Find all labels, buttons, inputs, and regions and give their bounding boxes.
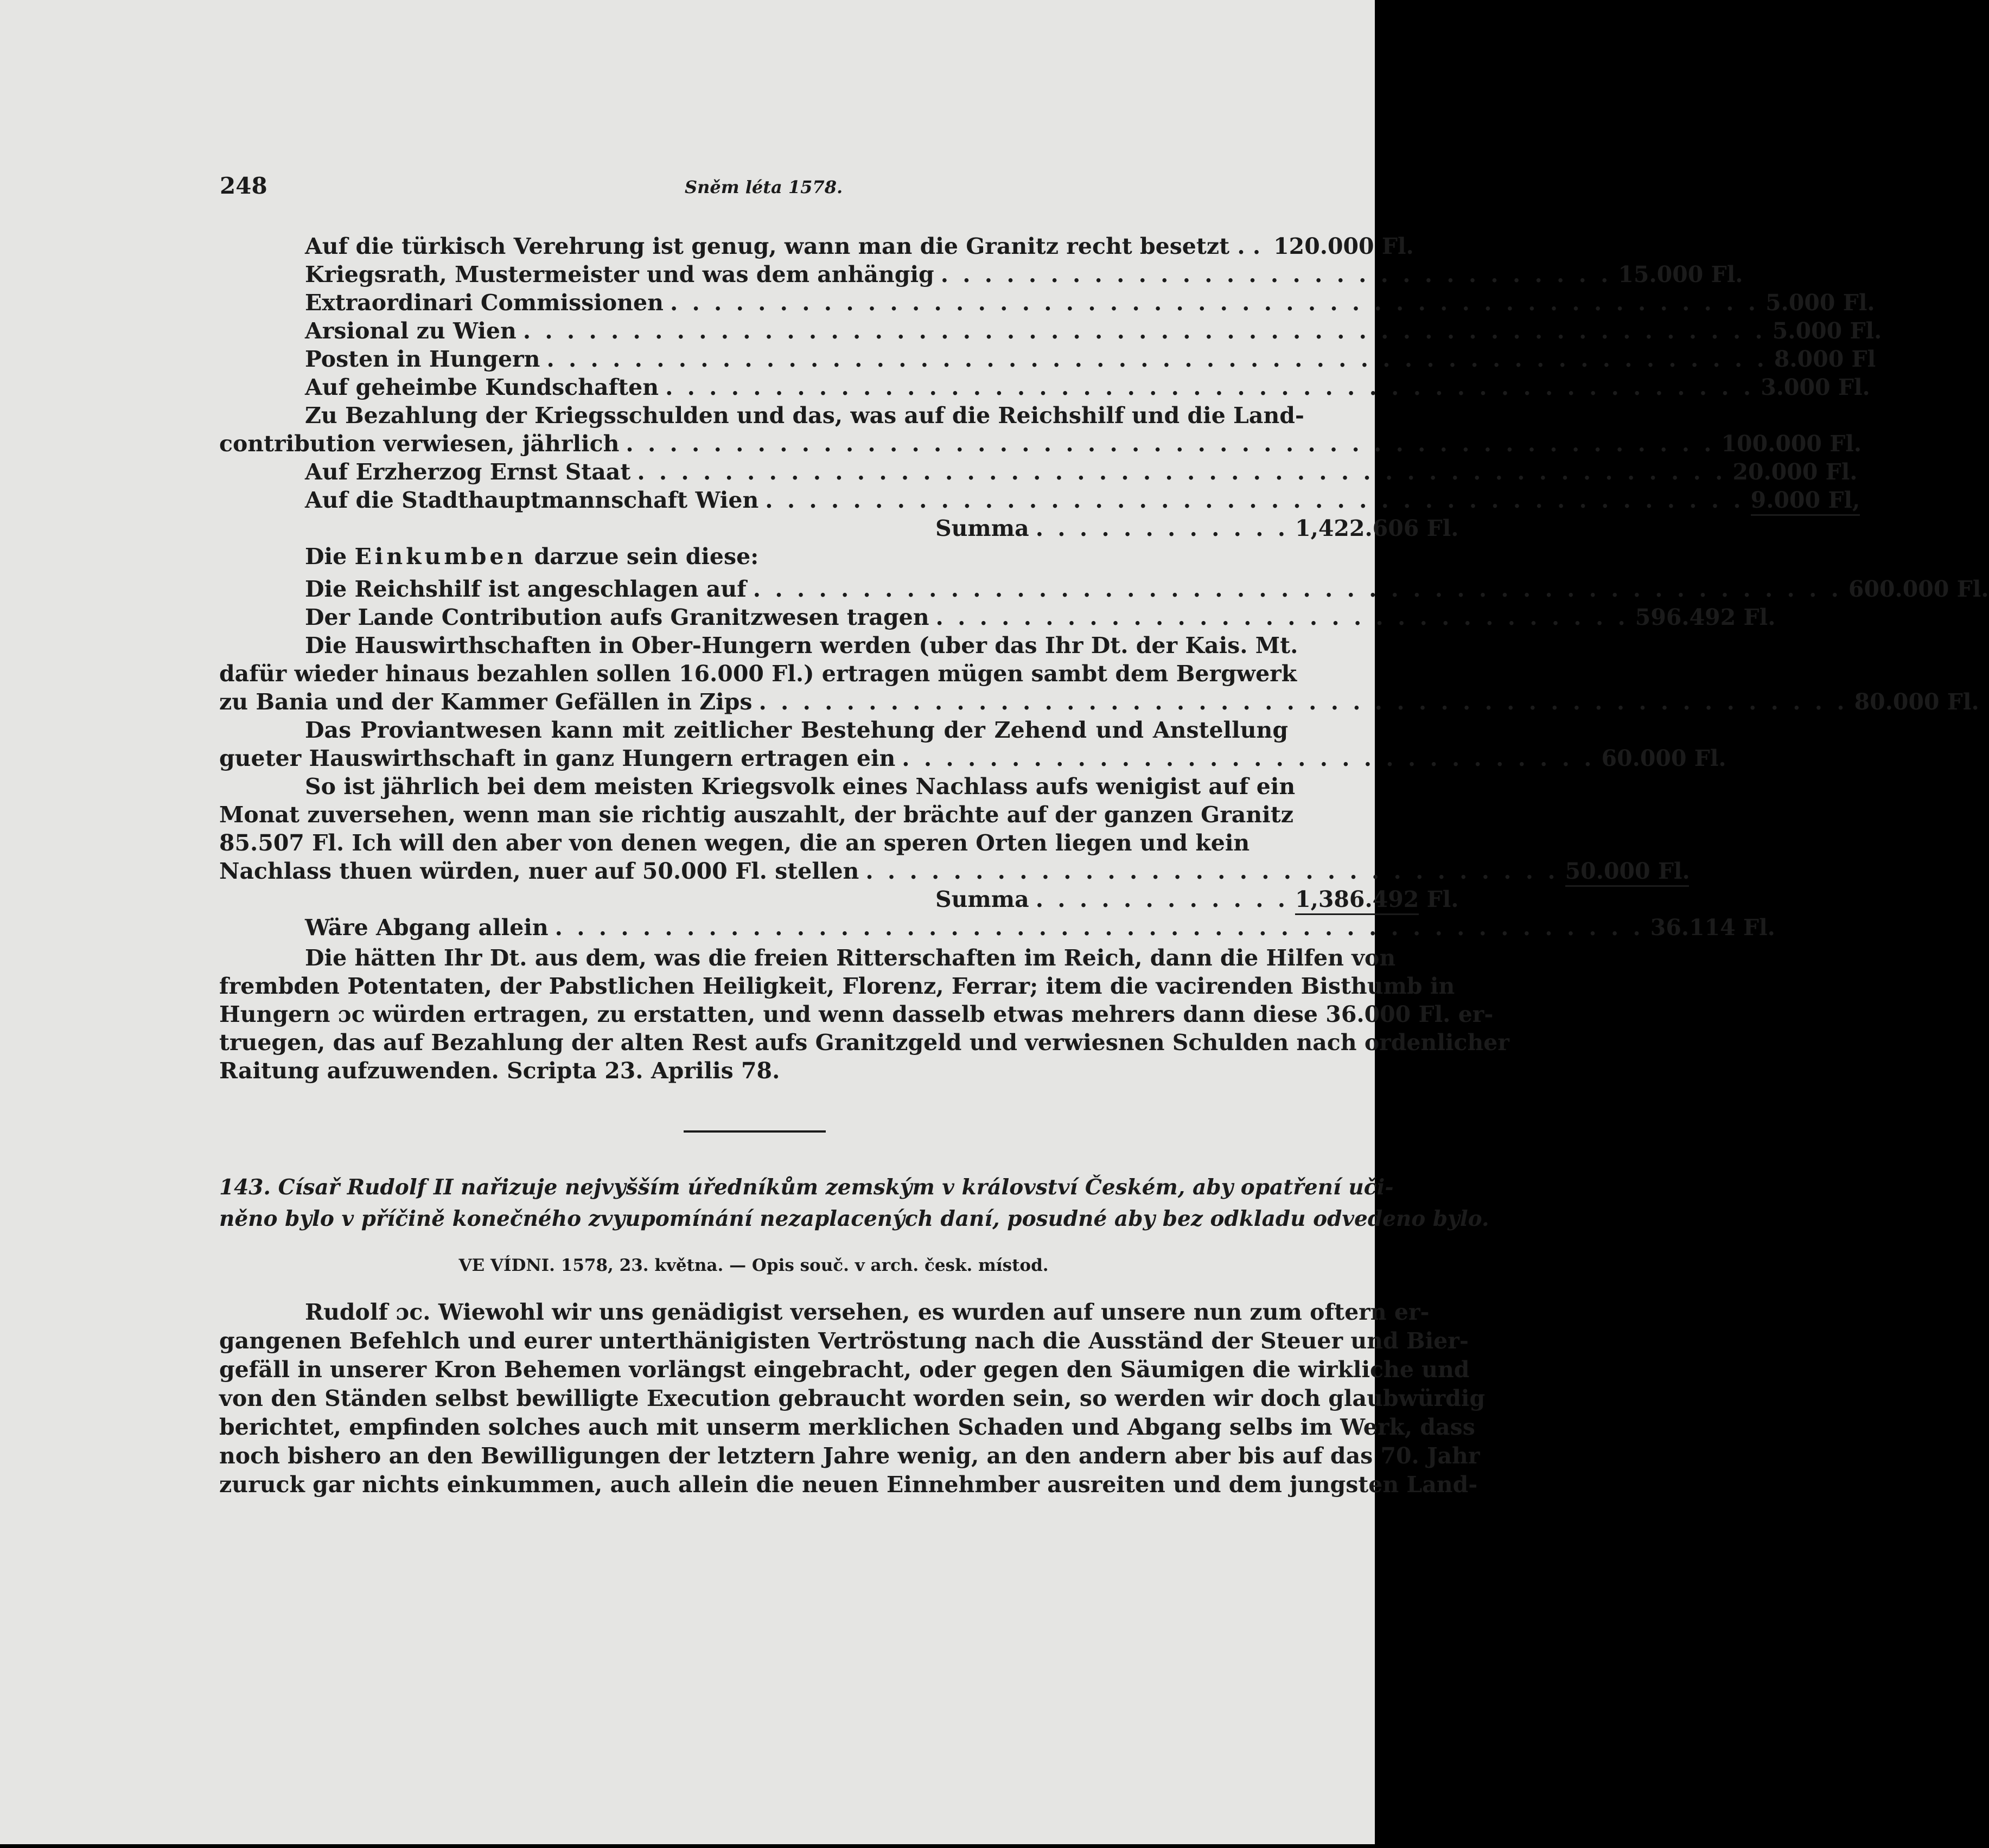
- expense-multiline-first: Zu Bezahlung der Kriegsschulden und das, was auf die Reichshilf und die Land-: [305, 402, 1304, 429]
- income-heading: Die Einkumben darzue sein diese:: [305, 543, 759, 570]
- closing-paragraph: Die hätten Ihr Dt. aus dem, was die freien Ritterschaften im Reich, dann die Hilfen von frembden Potentaten, der Pabstlichen Heiligkeit, Florenz, Ferrar; item die vacirenden Bisthumb in Hungern ɔc würden ertragen, zu erstatten, und wenn dasselb etwas mehrers dann diese 36.000 Fl. er- truegen, das auf Bezahlung der alten Rest aufs Granitzgeld und verwiesnen Schulden nach ordenlicher Raitung aufzuwenden. Scripta 23. Aprilis 78.: [219, 945, 1509, 1084]
- sum-row: Summa . . . . . . . . . . . . 1,386.492 Fl.: [219, 885, 1288, 913]
- income-row: gueter Hauswirthschaft in ganz Hungern ertragen ein . . . . . . . . . . . . . . . . . . . . . . . . . . . . . . . . 60.000 Fl.: [219, 745, 1726, 771]
- page-number: 248: [220, 172, 267, 199]
- sum-row: Summa . . . . . . . . . . . . 1,422.606 Fl.: [935, 515, 1459, 541]
- income-row: Der Lande Contribution aufs Granitzwesen tragen . . . . . . . . . . . . . . . . . . . . . . . . . . . . . . . . 596.492 Fl.: [305, 604, 1776, 630]
- nachlass-line2: Monat zuversehen, wenn man sie richtig auszahlt, der brächte auf der ganzen Granitz: [219, 802, 1293, 828]
- expense-row: Arsional zu Wien . . . . . . . . . . . . . . . . . . . . . . . . . . . . . . . . . . . . . . . . . . . . . . . . . . . . . . . . . 5.000 Fl.: [305, 318, 1882, 344]
- nachlass-line3: 85.507 Fl. Ich will den aber von denen wegen, die an speren Orten liegen und kein: [219, 830, 1250, 856]
- expense-row: contribution verwiesen, jährlich . . . . . . . . . . . . . . . . . . . . . . . . . . . . . . . . . . . . . . . . . . . . . . . . . . 100.000 Fl.: [219, 431, 1862, 457]
- income-row: Die Reichshilf ist angeschlagen auf . . . . . . . . . . . . . . . . . . . . . . . . . . . . . . . . . . . . . . . . . . . . . . . . . . 600.000 Fl.: [305, 576, 1989, 602]
- hausw-line1: Die Hauswirthschaften in Ober-Hungern werden (uber das Ihr Dt. der Kais. Mt.: [305, 632, 1298, 658]
- expense-row: Kriegsrath, Mustermeister und was dem anhängig . . . . . . . . . . . . . . . . . . . . . . . . . . . . . . . 15.000 Fl.: [305, 261, 1743, 287]
- expense-row: Extraordinari Commissionen . . . . . . . . . . . . . . . . . . . . . . . . . . . . . . . . . . . . . . . . . . . . . . . . . . 5.000 Fl.: [305, 290, 1875, 316]
- income-row: Nachlass thuen würden, nuer auf 50.000 Fl. stellen . . . . . . . . . . . . . . . . . . . . . . . . . . . . . . . . 50.000 Fl.: [219, 857, 1288, 885]
- section-divider: [684, 1130, 826, 1133]
- income-row: zu Bania und der Kammer Gefällen in Zips . . . . . . . . . . . . . . . . . . . . . . . . . . . . . . . . . . . . . . . . . . . . . . . . . . 80.000 Fl.: [219, 689, 1979, 715]
- hausw-line2: dafür wieder hinaus bezahlen sollen 16.000 Fl.) ertragen mügen sambt dem Bergwerk: [219, 661, 1297, 687]
- expense-row: Auf geheimbe Kundschaften . . . . . . . . . . . . . . . . . . . . . . . . . . . . . . . . . . . . . . . . . . . . . . . . . . 3.000 Fl.: [305, 374, 1870, 400]
- document-source-line: VE VÍDNI. 1578, 23. května. — Opis souč. v arch. česk. místod.: [458, 1256, 1049, 1275]
- expenses-table: [219, 232, 1989, 1085]
- nachlass-line1: So ist jährlich bei dem meisten Kriegsvolk eines Nachlass aufs wenigist auf ein: [305, 773, 1296, 800]
- proviant-line1: Das Proviantwesen kann mit zeitlicher Bestehung der Zehend und Anstellung: [305, 717, 1288, 743]
- expense-row: Auf die Stadthauptmannschaft Wien . . . . . . . . . . . . . . . . . . . . . . . . . . . . . . . . . . . . . . . . . . . . . 9.000 Fl,: [219, 486, 1288, 514]
- expense-row: Auf Erzherzog Ernst Staat . . . . . . . . . . . . . . . . . . . . . . . . . . . . . . . . . . . . . . . . . . . . . . . . . . 20.000 Fl.: [305, 459, 1858, 485]
- expense-row: Posten in Hungern . . . . . . . . . . . . . . . . . . . . . . . . . . . . . . . . . . . . . . . . . . . . . . . . . . . . . . . . 8.000 Fl: [305, 346, 1876, 372]
- deficit-row: Wäre Abgang allein . . . . . . . . . . . . . . . . . . . . . . . . . . . . . . . . . . . . . . . . . . . . . . . . . . 36.114 Fl.: [305, 915, 1775, 941]
- expense-row: Auf die türkisch Verehrung ist genug, wann man die Granitz recht besetzt . . 120.000 Fl.: [305, 233, 1414, 259]
- document-143-title: 143. Císař Rudolf II nařizuje nejvyšším úředníkům zemským v království Českém, aby opatření uči- něno bylo v příčině konečného zvyupomínání nezaplacených daní, posudné aby bez odkladu odvedeno bylo.: [219, 1175, 1489, 1231]
- document-143-body: Rudolf ɔc. Wiewohl wir uns genädigist versehen, es wurden auf unsere nun zum oftern er- gangenen Befehlch und eurer unterthänigisten Vertröstung nach die Ausständ der Steuer und Bier- gefäll in unserer Kron Behemen vorlängst eingebracht, oder gegen den Säumigen die wirkliche und von den Ständen selbst bewilligte Execution gebraucht worden sein, so werden wir doch glaubwürdig berichtet, empfinden solches auch mit unserm merklichen Schaden und Abgang selbs im Werk, dass noch bishero an den Bewilligungen der letztern Jahre wenig, an den andern aber bis auf das 70. Jahr zuruck gar nichts einkummen, auch allein die neuen Einnehmber ausreiten und dem jungsten Land-: [219, 1299, 1486, 1498]
- running-title: Sněm léta 1578.: [685, 177, 843, 197]
